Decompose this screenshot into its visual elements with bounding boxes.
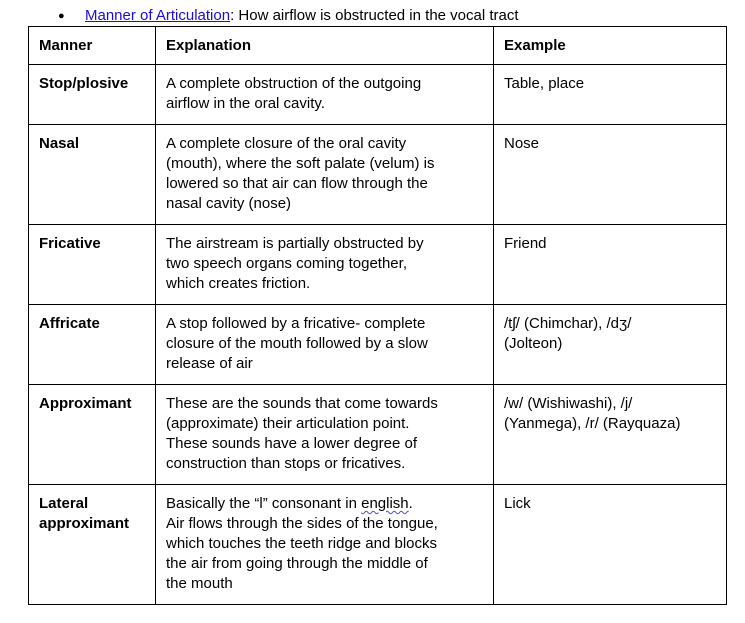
manner-cell: Fricative <box>29 225 156 305</box>
explanation-cell: A stop followed by a fricative- complete closure of the mouth followed by a slow release of air <box>156 305 494 385</box>
table-row <box>29 305 727 385</box>
table-row <box>29 65 727 125</box>
table-row <box>29 385 727 485</box>
manner-heading-line <box>58 6 519 26</box>
spellcheck-flagged-word[interactable]: english <box>361 495 409 512</box>
example-cell: /tʃ/ (Chimchar), /dʒ/ (Jolteon) <box>494 305 727 385</box>
explanation-text: . Air flows through the sides of the tongue, which touches the teeth ridge and blocks the air from going through the middle of the mouth <box>166 495 438 592</box>
heading-description: : How airflow is obstructed in the vocal tract <box>230 7 519 24</box>
bullet-icon: ● <box>58 10 65 22</box>
example-cell: Lick <box>494 485 727 605</box>
manner-cell: Nasal <box>29 125 156 225</box>
explanation-cell: The airstream is partially obstructed by two speech organs coming together, which creates friction. <box>156 225 494 305</box>
table-row <box>29 125 727 225</box>
table-row <box>29 225 727 305</box>
explanation-cell: A complete obstruction of the outgoing airflow in the oral cavity. <box>156 65 494 125</box>
example-cell: Friend <box>494 225 727 305</box>
manner-cell: Approximant <box>29 385 156 485</box>
explanation-cell: These are the sounds that come towards (approximate) their articulation point. These sounds have a lower degree of construction than stops or fricatives. <box>156 385 494 485</box>
header-example: Example <box>494 27 727 65</box>
example-cell: Table, place <box>494 65 727 125</box>
example-cell: Nose <box>494 125 727 225</box>
explanation-cell: A complete closure of the oral cavity (mouth), where the soft palate (velum) is lowered so that air can flow through the nasal cavity (nose) <box>156 125 494 225</box>
table-header-row <box>29 27 727 65</box>
header-manner: Manner <box>29 27 156 65</box>
manner-cell: Affricate <box>29 305 156 385</box>
manner-cell: Stop/plosive <box>29 65 156 125</box>
manner-of-articulation-link[interactable]: Manner of Articulation <box>85 7 231 24</box>
header-explanation: Explanation <box>156 27 494 65</box>
manner-table <box>28 26 727 605</box>
explanation-text: Basically the “l” consonant in <box>166 495 362 512</box>
example-cell: /w/ (Wishiwashi), /j/ (Yanmega), /r/ (Rayquaza) <box>494 385 727 485</box>
table-row <box>29 485 727 605</box>
explanation-cell <box>156 485 494 605</box>
manner-cell: Lateral approximant <box>29 485 156 605</box>
